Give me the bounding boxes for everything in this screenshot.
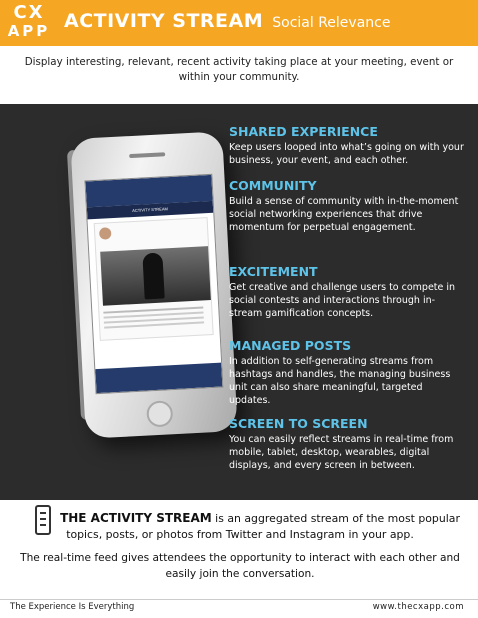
- feature-title: SCREEN TO SCREEN: [229, 416, 368, 431]
- logo-line-1: CX: [13, 2, 45, 23]
- feature-screen-to-screen: [229, 416, 465, 472]
- feature-community: [229, 178, 465, 234]
- phone-screen: [84, 174, 223, 394]
- post-text-lines: [103, 306, 203, 313]
- summary-block: [12, 510, 468, 582]
- feature-title: EXCITEMENT: [229, 264, 318, 279]
- avatar: [99, 227, 112, 240]
- summary-rest: is an aggregated stream of the most popular topics, posts, or photos from Twitter and Instagram in your app.: [66, 512, 460, 541]
- intro-text: Display interesting, relevant, recent activity taking place at your meeting, event or within your community.: [24, 56, 454, 83]
- feature-title: SHARED EXPERIENCE: [229, 124, 378, 139]
- title-main: ACTIVITY STREAM: [64, 10, 264, 32]
- title-sub: Social Relevance: [272, 15, 391, 31]
- feature-title: COMMUNITY: [229, 178, 317, 193]
- home-button-icon: [146, 400, 173, 427]
- screen-tab-bar: [95, 363, 222, 394]
- cx-app-logo: [6, 4, 52, 40]
- feature-managed-posts: [229, 338, 465, 407]
- screen-app-name: ACTIVITY STREAM: [87, 201, 213, 220]
- phone-speaker: [129, 152, 165, 158]
- footer-website: www.thecxapp.com: [372, 602, 464, 612]
- page-title: [64, 10, 390, 32]
- summary-bold: THE ACTIVITY STREAM: [60, 511, 212, 525]
- feature-text: Build a sense of community with in-the-moment social networking experiences that drive momentum for perpetual engagement.: [229, 196, 459, 233]
- footer-tagline: The Experience Is Everything: [10, 602, 135, 612]
- feature-title: MANAGED POSTS: [229, 338, 352, 353]
- summary-paragraph: [12, 510, 468, 543]
- feature-text: Keep users looped into what’s going on with your business, your event, and each other.: [229, 142, 464, 166]
- screen-post-card: [94, 217, 214, 341]
- header-banner: [0, 0, 478, 46]
- feature-text: You can easily reflect streams in real-time from mobile, tablet, desktop, wearables, digital displays, and every screen in between.: [229, 434, 454, 471]
- person-silhouette: [142, 253, 164, 300]
- feature-shared-experience: [229, 124, 465, 167]
- logo-line-2: APP: [7, 22, 51, 40]
- feature-text: In addition to self-generating streams from hashtags and handles, the managing business unit can also share meaningful, targeted updates.: [229, 356, 451, 406]
- feature-text: Get creative and challenge users to compete in social contests and interactions through in-stream gamification concepts.: [229, 282, 456, 319]
- smartphone-icon: [70, 131, 237, 439]
- footer-divider: [0, 599, 478, 600]
- feature-excitement: [229, 264, 465, 320]
- summary-second-paragraph: The real-time feed gives attendees the opportunity to interact with each other and easily join the conversation.: [20, 552, 460, 580]
